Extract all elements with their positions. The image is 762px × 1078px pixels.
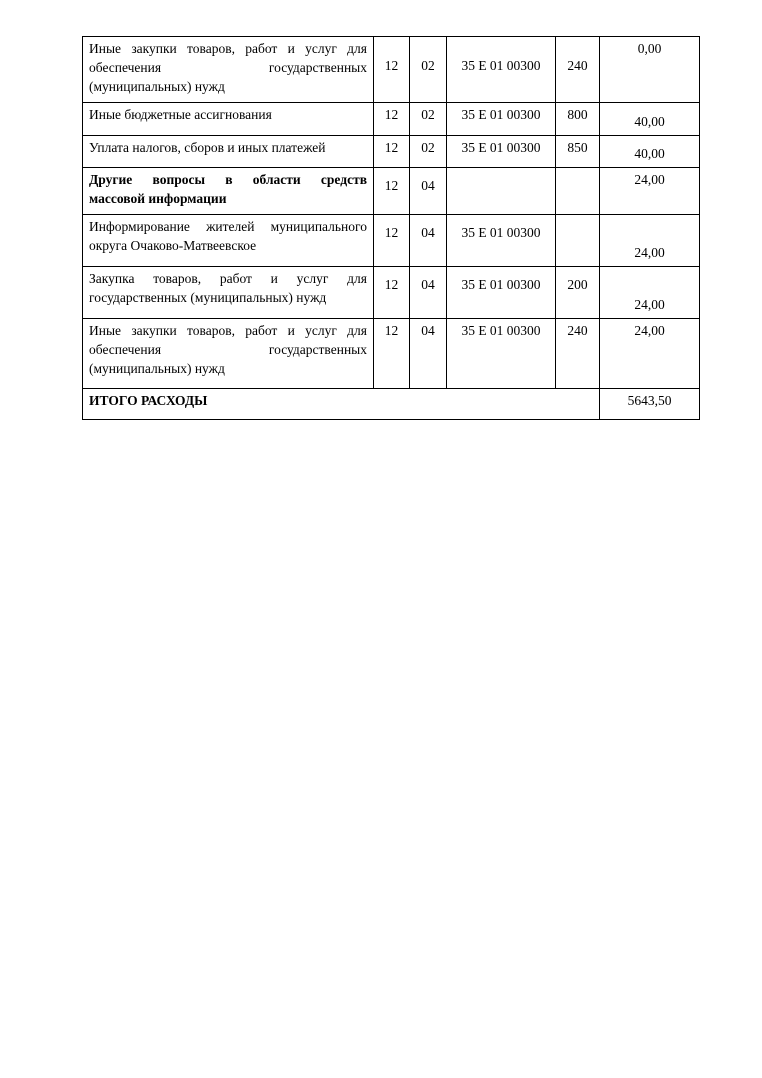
row-subsection-code: 04 <box>410 267 447 319</box>
row-subsection-code: 02 <box>410 136 447 168</box>
budget-expenses-table <box>82 36 700 420</box>
table-row <box>83 103 700 136</box>
row-name <box>83 168 374 215</box>
row-name-line: (муниципальных) нужд <box>89 361 225 376</box>
row-name <box>83 267 374 319</box>
row-name <box>83 37 374 103</box>
row-section-code: 12 <box>374 37 410 103</box>
row-name <box>83 103 374 136</box>
row-name-line: государственных (муниципальных) нужд <box>89 290 327 305</box>
row-sum: 0,00 <box>600 37 700 103</box>
row-name-line: округа Очаково-Матвеевское <box>89 238 257 253</box>
row-name-line: массовой информации <box>89 191 227 206</box>
total-label: ИТОГО РАСХОДЫ <box>83 389 600 420</box>
row-name-line: Информирование жителей муниципального <box>89 219 367 234</box>
row-name-line: обеспечения государственных <box>89 60 367 75</box>
row-name-line: Другие вопросы в области средств <box>89 172 367 187</box>
row-target-article: 35 Е 01 00300 <box>447 103 556 136</box>
row-name-line: Иные закупки товаров, работ и услуг для <box>89 323 367 338</box>
row-name <box>83 319 374 389</box>
row-expense-type: 200 <box>556 267 600 319</box>
row-subsection-code: 02 <box>410 103 447 136</box>
table-row <box>83 215 700 267</box>
row-sum: 40,00 <box>600 136 700 168</box>
row-name-line: Иные бюджетные ассигнования <box>89 107 272 122</box>
row-target-article: 35 Е 01 00300 <box>447 136 556 168</box>
row-name-line: Иные закупки товаров, работ и услуг для <box>89 41 367 56</box>
row-target-article: 35 Е 01 00300 <box>447 215 556 267</box>
row-sum: 24,00 <box>600 215 700 267</box>
row-section-code: 12 <box>374 215 410 267</box>
row-name-line: обеспечения государственных <box>89 342 367 357</box>
row-target-article <box>447 168 556 215</box>
row-section-code: 12 <box>374 168 410 215</box>
row-target-article: 35 Е 01 00300 <box>447 267 556 319</box>
row-sum: 24,00 <box>600 267 700 319</box>
row-expense-type <box>556 215 600 267</box>
row-name <box>83 215 374 267</box>
table-row <box>83 37 700 103</box>
row-sum: 24,00 <box>600 319 700 389</box>
row-name-line: Закупка товаров, работ и услуг для <box>89 271 367 286</box>
row-subsection-code: 04 <box>410 319 447 389</box>
row-expense-type: 240 <box>556 37 600 103</box>
row-subsection-code: 04 <box>410 168 447 215</box>
row-subsection-code: 02 <box>410 37 447 103</box>
row-name-line: (муниципальных) нужд <box>89 79 225 94</box>
row-section-code: 12 <box>374 319 410 389</box>
row-section-code: 12 <box>374 267 410 319</box>
row-subsection-code: 04 <box>410 215 447 267</box>
table-row <box>83 136 700 168</box>
row-name <box>83 136 374 168</box>
table-row <box>83 319 700 389</box>
row-target-article: 35 Е 01 00300 <box>447 319 556 389</box>
row-sum: 40,00 <box>600 103 700 136</box>
row-sum: 24,00 <box>600 168 700 215</box>
row-expense-type <box>556 168 600 215</box>
row-expense-type: 240 <box>556 319 600 389</box>
total-sum: 5643,50 <box>600 389 700 420</box>
row-name-line: Уплата налогов, сборов и иных платежей <box>89 140 326 155</box>
row-target-article: 35 Е 01 00300 <box>447 37 556 103</box>
row-section-code: 12 <box>374 103 410 136</box>
row-expense-type: 850 <box>556 136 600 168</box>
total-row <box>83 389 700 420</box>
row-section-code: 12 <box>374 136 410 168</box>
row-expense-type: 800 <box>556 103 600 136</box>
table-row <box>83 168 700 215</box>
table-row <box>83 267 700 319</box>
